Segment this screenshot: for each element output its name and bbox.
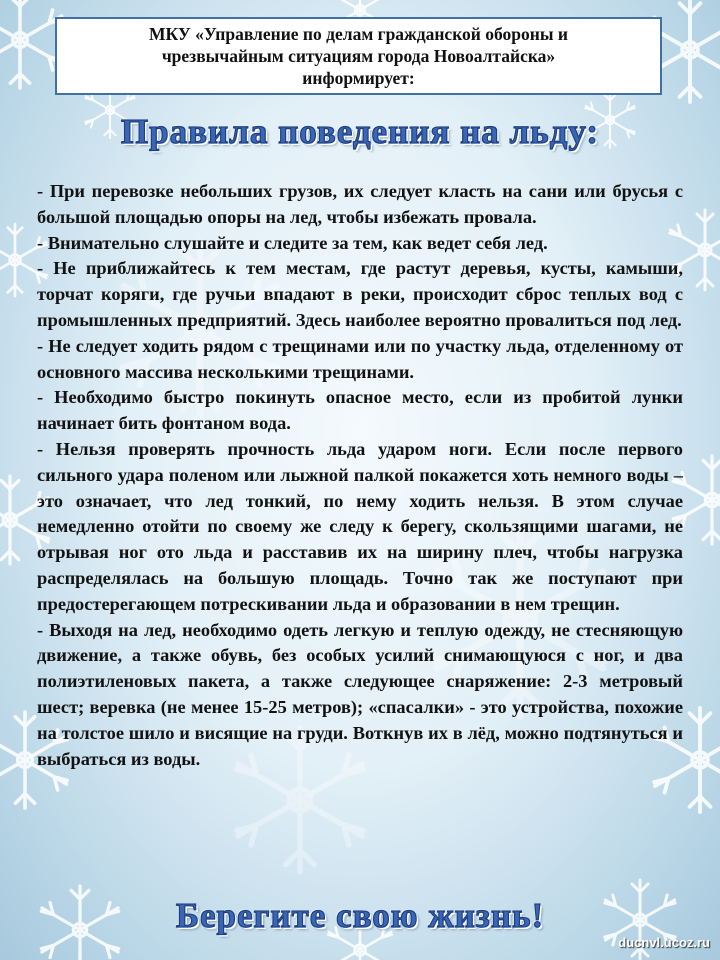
page-title: Правила поведения на льду: (120, 112, 600, 151)
header-line-1: МКУ «Управление по делам гражданской обороны и (149, 24, 568, 44)
rule-item: - Не следует ходить рядом с трещинами или по участку льда, отделенному от основного массива несколькими трещинами. (37, 335, 683, 382)
rule-item: - Внимательно слушайте и следите за тем, как ведет себя лед. (37, 232, 548, 253)
header-box (55, 17, 662, 95)
rule-item: - Нельзя проверять прочность льда ударом ноги. Если после первого сильного удара поленом или лыжной палкой покажется хоть немного воды – это означает, что лед тонкий, по нему ходить нельзя. В этом случае немедленно отойти по своему же следу к берегу, скользящими шагами, не отрывая ног ото льда и расставив их на ширину плеч, чтобы нагрузка распределялась на большую площадь. Точно так же поступают при предостерегающем потрескивании льда и образовании в нем трещин. (37, 438, 683, 614)
header-line-2: чрезвычайным ситуациям города Новоалтайска» (161, 46, 556, 66)
rule-item: - Необходимо быстро покинуть опасное место, если из пробитой лунки начинает бить фонтаном вода. (37, 387, 683, 434)
footer-slogan: Берегите свою жизнь! (175, 896, 545, 935)
rule-item: - Не приближайтесь к тем местам, где растут деревья, кусты, камыши, торчат коряги, где ручьи впадают в реки, происходит сброс теплых вод с промышленных предприятий. Здесь наиболее вероятно провалиться под лед. (37, 258, 683, 330)
rules-text (37, 179, 683, 772)
header-line-3: информирует: (302, 68, 415, 88)
rule-item: - При перевозке небольших грузов, их следует класть на сани или брусья с большой площадью опоры на лед, чтобы избежать провала. (37, 181, 683, 227)
watermark: ducnvl.ucoz.ru (618, 935, 710, 950)
rule-item: - Выходя на лед, необходимо одеть легкую и теплую одежду, не стесняющую движение, а также обувь, без особых усилий снимающуюся с ног, и два полиэтиленовых пакета, а также следующее снаряжение: 2-3 метровый шест; веревка (не менее 15-25 метров); «спасалки» - это устройства, похожие на толстое шило и висящие на груди. Воткнув их в лёд, можно подтянуться и выбраться из воды. (37, 619, 683, 769)
